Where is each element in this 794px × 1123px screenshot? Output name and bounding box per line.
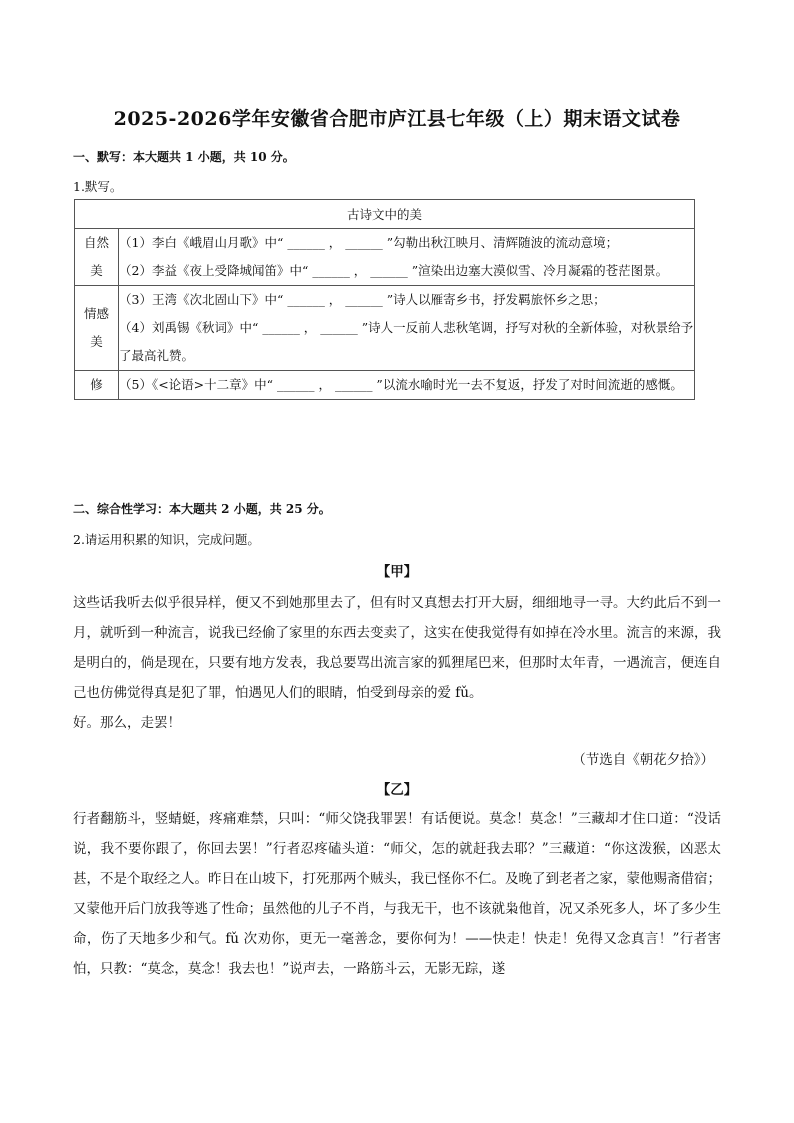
passage-yi (73, 804, 721, 984)
poetry-table (74, 199, 695, 400)
passage-jia-source: （节选自《朝花夕拾》） (572, 752, 714, 768)
passage-yi-label: 【乙】 (376, 782, 418, 798)
document-title: 2025-2026学年安徽省合肥市庐江县七年级（上）期末语文试卷 (113, 108, 681, 130)
category-label: 自然 (83, 235, 109, 250)
passage-paragraph: 好。那么，走罢！ (73, 715, 181, 731)
passage-paragraph: 行者翻筋斗，竖蜻蜓，疼痛难禁，只叫：“师父饶我罪罢！有话便说。莫念！莫念！”三藏却才住口道：“没话说，我不要你跟了，你回去罢！”行者忍疼磕头道：“师父，怎的就赶我去耶？”三藏道：“你这泼猴，凶恶太甚，不是个取经之人。昨日在山坡下，打死那两个贼头，我已怪你不仁。及晚了到老者之家，蒙他赐斋借宿；又蒙他开后门放我等逃了性命；虽然他的儿子不肖，与我无干，也不该就枭他首，况又杀死多人，坏了多少生命，伤了天地多少和气。fǔ 次劝你，更无一毫善念，要你何为！——快走！快走！免得又念真言！”行者害怕，只教：“莫念，莫念！我去也！”说声去，一路筋斗云，无影无踪，遂 (73, 811, 721, 977)
category-cell (75, 371, 119, 400)
section-2-heading: 二、综合性学习：本大题共 2 小题，共 25 分。 (73, 502, 331, 516)
table-row (75, 229, 695, 286)
category-label: 修 (90, 377, 103, 392)
fill-blank-item: （5）《<论语>十二章》中“ ______ ， ______ ”以流水喻时光一去不复返，抒发了对时间流逝的感慨。 (119, 377, 683, 392)
table-header: 古诗文中的美 (75, 200, 695, 229)
fill-blank-item: （3）王湾《次北固山下》中“ ______ ， ______ ”诗人以雁寄乡书，抒发羁旅怀乡之思； (119, 292, 606, 307)
category-label: 美 (90, 263, 103, 278)
fill-blank-item: （1）李白《峨眉山月歌》中“ ______ ， ______ ”勾勒出秋江映月、清辉随波的流动意境； (119, 235, 619, 250)
passage-jia-label: 【甲】 (376, 564, 418, 580)
category-cell (75, 286, 119, 371)
section-1-heading: 一、默写：本大题共 1 小题，共 10 分。 (73, 150, 295, 164)
category-label: 情感 (83, 306, 109, 321)
question-2-prompt: 2.请运用积累的知识，完成问题。 (73, 532, 260, 547)
items-cell (119, 229, 695, 286)
items-cell (119, 286, 695, 371)
table-row (75, 371, 695, 400)
fill-blank-item: （2）李益《夜上受降城闻笛》中“ ______ ， ______ ”渲染出边塞大漠似雪、冷月凝霜的苍茫图景。 (119, 263, 669, 278)
fill-blank-item: （4）刘禹锡《秋词》中“ ______ ， ______ ”诗人一反前人悲秋笔调，抒写对秋的全新体验，对秋景给予了最高礼赞。 (119, 320, 694, 363)
items-cell (119, 371, 695, 400)
passage-paragraph: 这些话我听去似乎很异样，便又不到她那里去了，但有时又真想去打开大厨，细细地寻一寻。大约此后不到一月，就听到一种流言，说我已经偷了家里的东西去变卖了，这实在使我觉得有如掉在冷水里。流言的来源，我是明白的，倘是现在，只要有地方发表，我总要骂出流言家的狐狸尾巴来，但那时太年青，一遇流言，便连自己也仿佛觉得真是犯了罪，怕遇见人们的眼睛，怕受到母亲的爱 fǔ。 (73, 595, 721, 701)
category-label: 美 (90, 334, 103, 349)
passage-jia (73, 588, 721, 738)
category-cell (75, 229, 119, 286)
table-row (75, 286, 695, 371)
question-1-prompt: 1.默写。 (73, 179, 123, 194)
